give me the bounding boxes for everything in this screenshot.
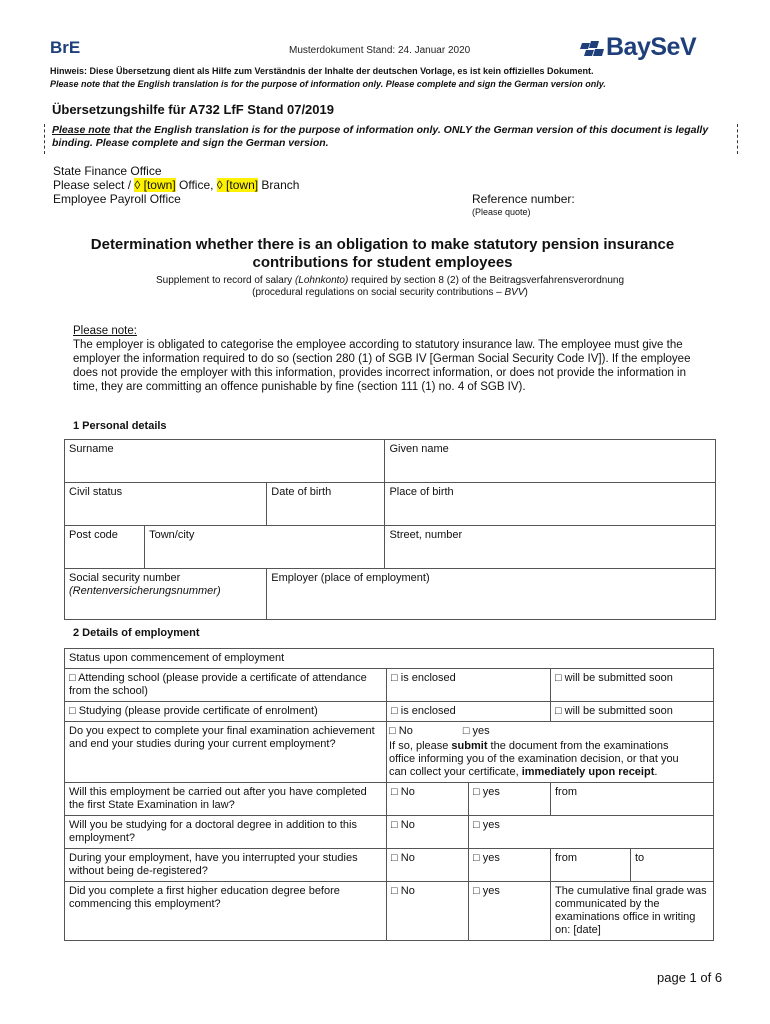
doctoral-no-checkbox[interactable]: □ No	[387, 816, 469, 849]
state-yes-checkbox[interactable]: □ yes	[469, 783, 551, 816]
exam-yes-checkbox[interactable]: □ yes	[462, 725, 490, 737]
supp-post: required by section 8 (2) of the Beitragsverfahrensverordnung (procedural regulations on social security contributions –	[252, 275, 625, 298]
document-title: Determination whether there is an obligation to make statutory pension insurance contributions for student employees	[90, 236, 675, 271]
doctoral-question: Will you be studying for a doctoral degree in addition to this employment?	[65, 816, 387, 849]
address-office: Office,	[175, 178, 217, 192]
higher-ed-question: Did you complete a first higher education degree before commencing this employment?	[65, 882, 387, 941]
state-from-field[interactable]: from	[550, 783, 713, 816]
address-line2	[53, 178, 299, 192]
bre-label: BrE	[50, 38, 81, 57]
interrupt-no-checkbox[interactable]: □ No	[387, 849, 469, 882]
interrupt-to-field[interactable]: to	[630, 849, 713, 882]
supp-bvv: BVV	[504, 287, 525, 298]
disclaimer	[50, 65, 730, 91]
higher-yes-checkbox[interactable]: □ yes	[469, 882, 551, 941]
address-line3: Employee Payroll Office	[53, 192, 181, 206]
status-heading: Status upon commencement of employment	[65, 649, 714, 669]
exam-submit: submit	[451, 740, 488, 752]
please-note-heading: Please note:	[73, 325, 137, 337]
post-code-field[interactable]: Post code	[65, 526, 145, 569]
section2-title: 2 Details of employment	[73, 627, 200, 639]
supplement-text	[150, 275, 630, 299]
civil-status-field[interactable]: Civil status	[65, 483, 267, 526]
employment-table	[64, 648, 714, 941]
interrupt-question: During your employment, have you interrupted your studies without being de-registered?	[65, 849, 387, 882]
muster-stand: Musterdokument Stand: 24. Januar 2020	[289, 45, 471, 56]
english-note-text: that the English translation is for the purpose of information only. ONLY the German version of this document is legally binding. Please complete and sign the German version.	[52, 124, 709, 149]
disclaimer-de: Hinweis: Diese Übersetzung dient als Hilfe zum Verständnis der Inhalte der deutschen Vorlage, es ist kein offizielles Dokument.	[50, 66, 594, 76]
please-note-block	[73, 324, 713, 394]
page-number: page 1 of 6	[657, 970, 723, 985]
ssn-label: Social security number	[69, 572, 181, 584]
grade-note: The cumulative final grade was communicated by the examinations office in writing on: [date]	[550, 882, 713, 941]
section1-title: 1 Personal details	[73, 420, 167, 432]
ssn-label-de: (Rentenversicherungsnummer)	[69, 585, 221, 597]
state-exam-question: Will this employment be carried out after you have completed the first State Examination in law?	[65, 783, 387, 816]
disclaimer-en: Please note that the English translation is for the purpose of information only. Please complete and sign the German version only.	[50, 79, 606, 89]
given-name-field[interactable]: Given name	[385, 440, 716, 483]
reference-hint: (Please quote)	[472, 207, 531, 217]
exam-no-checkbox[interactable]: □ No	[389, 725, 413, 737]
exam-end: .	[654, 766, 658, 778]
please-note-text: The employer is obligated to categorise the employee according to statutory insurance law. The employee must give the employer the information required to do so (section 280 (1) of SGB IV [German Social Security Code IV]). If the employee does not provide the employer with this information, provides incorrect information, or does not provide the information in time, they are committing an offence punishable by fine (section 111 (1) no. 4 of SGB IV).	[73, 339, 691, 393]
dob-field[interactable]: Date of birth	[267, 483, 385, 526]
supp-lohnkonto: (Lohnkonto)	[294, 275, 349, 286]
interrupt-yes-checkbox[interactable]: □ yes	[469, 849, 551, 882]
exam-answer	[387, 722, 714, 783]
street-field[interactable]: Street, number	[385, 526, 716, 569]
school-submitted-checkbox[interactable]: □ will be submitted soon	[550, 669, 713, 702]
address-line1: State Finance Office	[53, 164, 162, 178]
english-note	[44, 124, 744, 150]
studying-checkbox[interactable]: □ Studying (please provide certificate of enrolment)	[65, 702, 387, 722]
address-select: Please select /	[53, 178, 135, 192]
personal-details-table	[64, 439, 716, 620]
address-block	[53, 164, 299, 206]
english-note-lead: Please note	[52, 124, 111, 136]
exam-instructions	[389, 740, 694, 779]
town-field[interactable]: Town/city	[145, 526, 385, 569]
state-no-checkbox[interactable]: □ No	[387, 783, 469, 816]
baysev-logo-icon	[580, 39, 606, 57]
translation-title: Übersetzungshilfe für A732 LfF Stand 07/2019	[52, 102, 334, 117]
exam-immediately: immediately upon receipt	[521, 766, 655, 778]
ssn-field[interactable]	[65, 569, 267, 620]
studying-submitted-checkbox[interactable]: □ will be submitted soon	[550, 702, 713, 722]
supp-end: )	[524, 287, 528, 298]
logo-text: BaySeV	[606, 33, 697, 61]
town-field-1[interactable]: ◊ [town]	[134, 178, 176, 192]
employer-field[interactable]: Employer (place of employment)	[267, 569, 716, 620]
school-checkbox[interactable]: □ Attending school (please provide a certificate of attendance from the school)	[65, 669, 387, 702]
pob-field[interactable]: Place of birth	[385, 483, 716, 526]
reference-number-label: Reference number:	[472, 192, 575, 206]
doctoral-yes-checkbox[interactable]: □ yes	[469, 816, 714, 849]
interrupt-from-field[interactable]: from	[550, 849, 630, 882]
exam-mid: the document from the examinations office informing you of the examination decision, or that you can collect your certificate,	[389, 740, 679, 778]
school-enclosed-checkbox[interactable]: □ is enclosed	[387, 669, 551, 702]
higher-no-checkbox[interactable]: □ No	[387, 882, 469, 941]
supp-pre: Supplement to record of salary	[155, 275, 295, 286]
studying-enclosed-checkbox[interactable]: □ is enclosed	[387, 702, 551, 722]
address-branch: Branch	[258, 178, 300, 192]
exam-pre: If so, please	[389, 740, 452, 752]
surname-field[interactable]: Surname	[65, 440, 385, 483]
baysev-logo	[580, 33, 696, 62]
exam-question: Do you expect to complete your final examination achievement and end your studies during your current employment?	[65, 722, 387, 783]
town-field-2[interactable]: ◊ [town]	[216, 178, 259, 192]
